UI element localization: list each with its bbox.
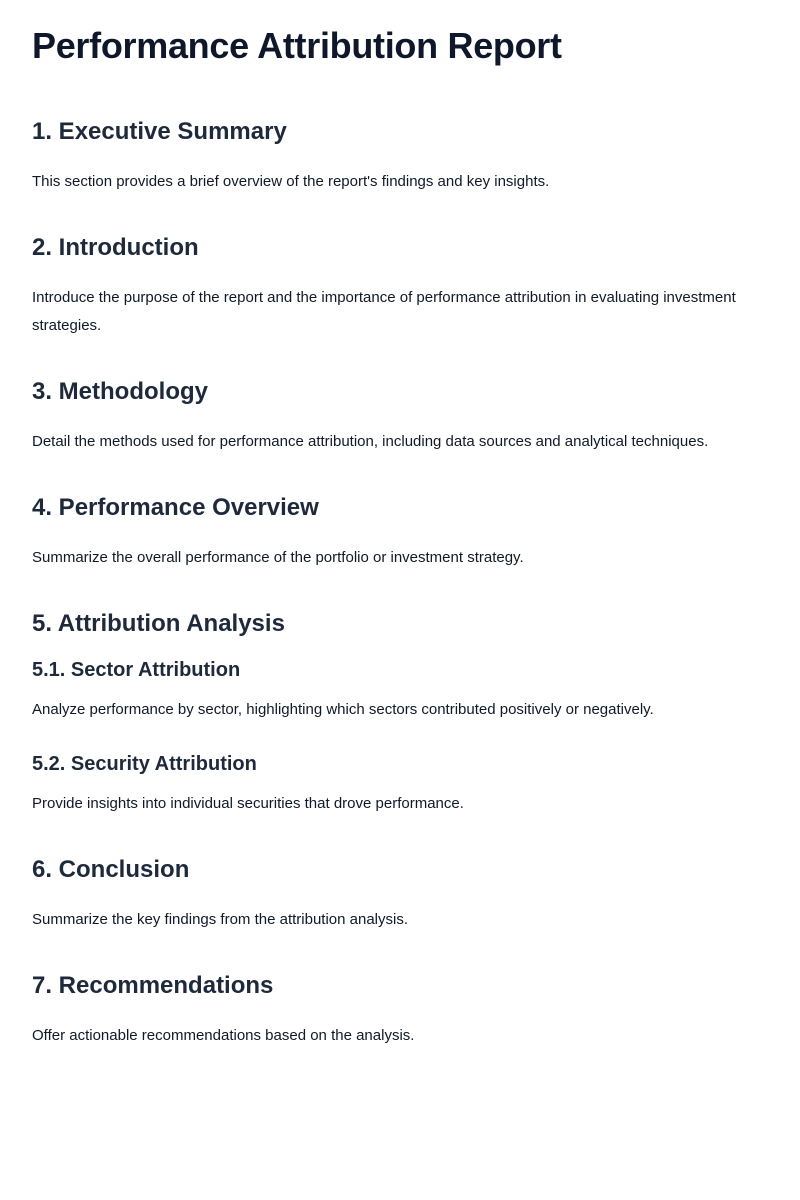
subsection-security-attribution <box>32 750 768 818</box>
subsection-heading: 5.1. Sector Attribution <box>32 659 241 681</box>
section-heading: 2. Introduction <box>32 234 199 261</box>
section-body: Summarize the key findings from the attribution analysis. <box>32 911 409 928</box>
section-body: Detail the methods used for performance attribution, including data sources and analytical techniques. <box>32 433 709 450</box>
section-attribution-analysis <box>32 608 768 818</box>
section-performance-overview <box>32 492 768 572</box>
subsection-sector-attribution <box>32 656 768 724</box>
subsection-heading: 5.2. Security Attribution <box>32 753 257 775</box>
section-body: This section provides a brief overview of the report's findings and key insights. <box>32 173 550 190</box>
section-executive-summary <box>32 116 768 196</box>
section-body: Offer actionable recommendations based on the analysis. <box>32 1027 415 1044</box>
subsection-body: Analyze performance by sector, highlighting which sectors contributed positively or negatively. <box>32 701 654 718</box>
section-heading: 5. Attribution Analysis <box>32 610 285 637</box>
section-heading: 3. Methodology <box>32 378 208 405</box>
section-recommendations <box>32 970 768 1050</box>
section-body: Introduce the purpose of the report and the importance of performance attribution in evaluating investment strategies. <box>32 289 736 334</box>
section-introduction <box>32 232 768 340</box>
section-conclusion <box>32 854 768 934</box>
subsection-body: Provide insights into individual securities that drove performance. <box>32 795 464 812</box>
section-heading: 6. Conclusion <box>32 856 190 883</box>
page-title: Performance Attribution Report <box>32 25 562 66</box>
section-heading: 4. Performance Overview <box>32 494 319 521</box>
section-heading: 7. Recommendations <box>32 972 274 999</box>
section-body: Summarize the overall performance of the portfolio or investment strategy. <box>32 549 524 566</box>
section-heading: 1. Executive Summary <box>32 118 287 145</box>
section-methodology <box>32 376 768 456</box>
